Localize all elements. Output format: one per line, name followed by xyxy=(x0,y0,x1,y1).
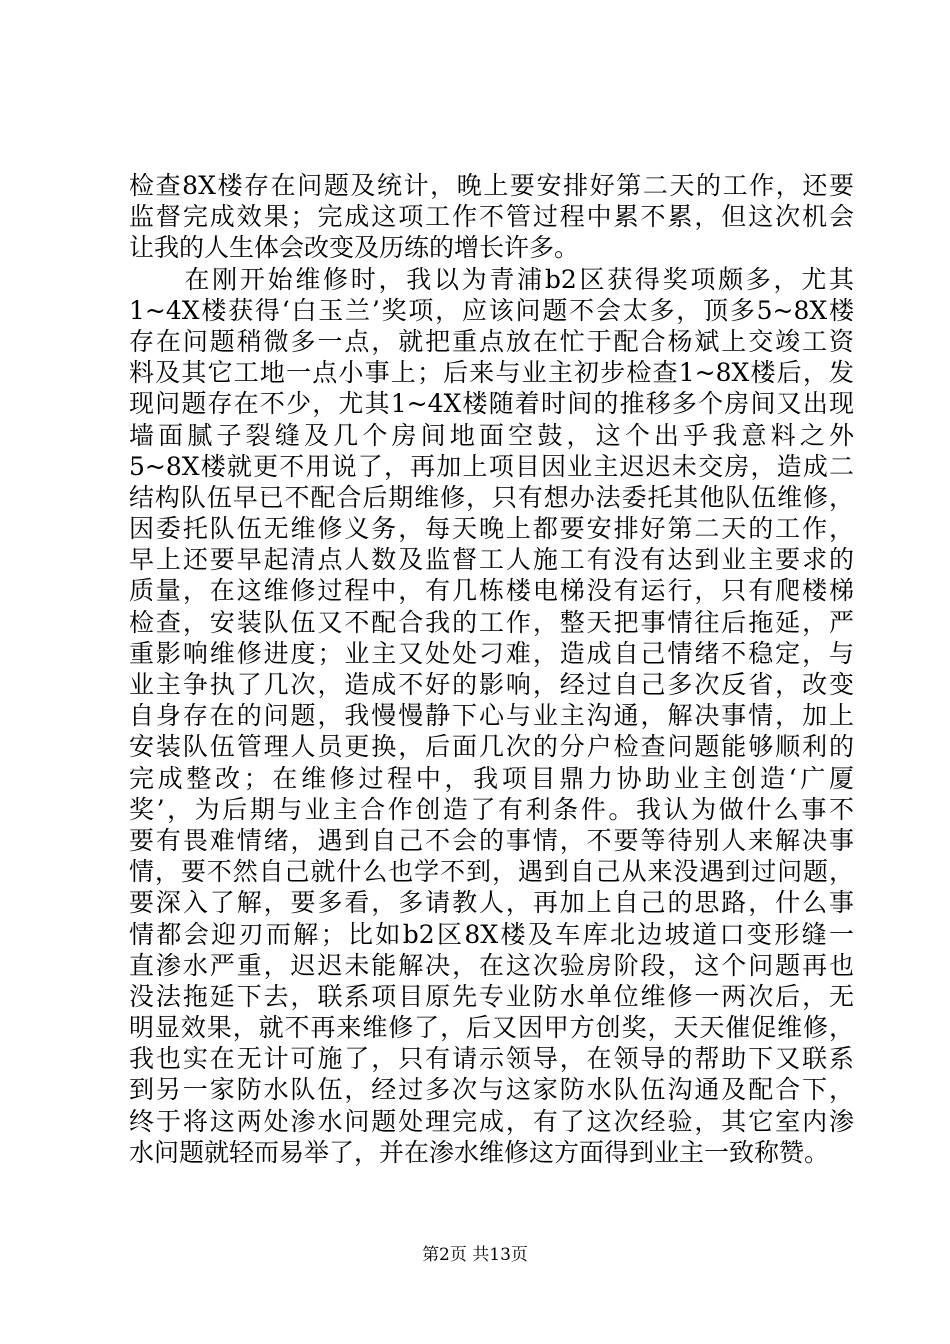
text-line: 监督完成效果；完成这项工作不管过程中累不累，但这次机会 xyxy=(129,202,854,232)
text-line: 现问题存在不少，尤其1~4X楼随着时间的推移多个房间又出现 xyxy=(129,389,854,419)
page-footer: 第2页 共13页 xyxy=(422,1245,528,1265)
text-line: 没法拖延下去，联系项目原先专业防水单位维修一两次后，无 xyxy=(129,981,854,1011)
text-line: 完成整改；在维修过程中，我项目鼎力协助业主创造‘广厦 xyxy=(129,763,854,793)
text-line: 业主争执了几次，造成不好的影响，经过自己多次反省，改变 xyxy=(129,670,854,699)
text-line: 水问题就轻而易举了，并在渗水维修这方面得到业主一致称赞。 xyxy=(129,1137,830,1167)
text-line: 情都会迎刃而解；比如b2区8X楼及车库北边坡道口变形缝一 xyxy=(129,919,854,949)
text-line: 因委托队伍无维修义务，每天晚上都要安排好第二天的工作， xyxy=(129,514,854,544)
text-line: 在刚开始维修时，我以为青浦b2区获得奖项颇多，尤其 xyxy=(129,264,854,294)
text-line: 到另一家防水队伍，经过多次与这家防水队伍沟通及配合下， xyxy=(129,1075,854,1105)
text-line: 检查8X楼存在问题及统计，晚上要安排好第二天的工作，还要 xyxy=(129,171,854,200)
text-line: 奖’，为后期与业主合作创造了有利条件。我认为做什么事不 xyxy=(129,794,854,824)
text-line: 结构队伍早已不配合后期维修，只有想办法委托其他队伍维修， xyxy=(129,482,854,512)
text-line: 要深入了解，要多看，多请教人，再加上自己的思路，什么事 xyxy=(129,888,854,918)
text-line: 我也实在无计可施了，只有请示领导，在领导的帮助下又联系 xyxy=(129,1044,854,1074)
text-line: 早上还要早起清点人数及监督工人施工有没有达到业主要求的 xyxy=(129,545,854,575)
text-line: 直渗水严重，迟迟未能解决，在这次验房阶段，这个问题再也 xyxy=(129,950,854,980)
text-line: 情，要不然自己就什么也学不到，遇到自己从来没遇到过问题， xyxy=(129,857,854,887)
text-line: 1~4X楼获得‘白玉兰’奖项，应该问题不会太多，顶多5~8X楼 xyxy=(129,295,854,325)
text-line: 安装队伍管理人员更换，后面几次的分户检查问题能够顺利的 xyxy=(129,732,854,762)
text-line: 要有畏难情绪，遇到自己不会的事情，不要等待别人来解决事 xyxy=(129,825,854,855)
text-line: 存在问题稍微多一点，就把重点放在忙于配合杨斌上交竣工资 xyxy=(129,326,854,356)
text-line: 明显效果，就不再来维修了，后又因甲方创奖，天天催促维修， xyxy=(129,1013,854,1043)
text-line: 重影响维修进度；业主又处处刁难，造成自己情绪不稳定，与 xyxy=(129,638,854,668)
text-line: 终于将这两处渗水问题处理完成，有了这次经验，其它室内渗 xyxy=(129,1106,854,1136)
text-line: 检查，安装队伍又不配合我的工作，整天把事情往后拖延，严 xyxy=(129,607,854,637)
text-line: 墙面腻子裂缝及几个房间地面空鼓，这个出乎我意料之外 xyxy=(129,420,854,450)
text-line: 料及其它工地一点小事上；后来与业主初步检查1~8X楼后，发 xyxy=(129,358,854,388)
text-line: 5~8X楼就更不用说了，再加上项目因业主迟迟未交房，造成二 xyxy=(129,451,854,481)
body-text xyxy=(129,170,854,1168)
text-line: 质量，在这维修过程中，有几栋楼电梯没有运行，只有爬楼梯 xyxy=(129,576,854,606)
text-line: 自身存在的问题，我慢慢静下心与业主沟通，解决事情，加上 xyxy=(129,701,854,731)
text-line: 让我的人生体会改变及历练的增长许多。 xyxy=(129,233,580,263)
